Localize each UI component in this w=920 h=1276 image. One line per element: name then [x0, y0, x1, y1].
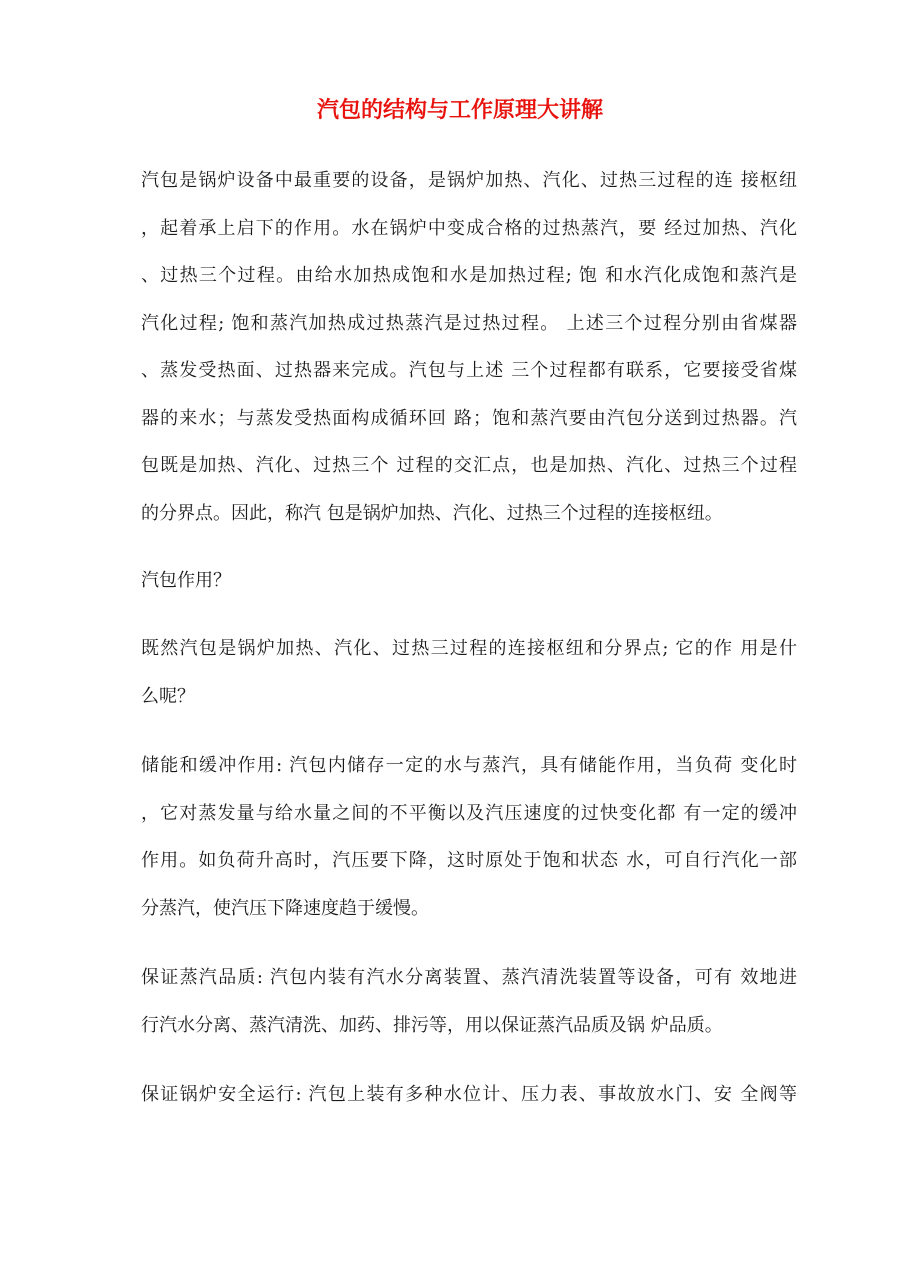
text-line: ，起着承上启下的作用。水在锅炉中变成合格的过热蒸汽，要 经过加热、汽化 — [141, 217, 797, 239]
text-line: 保证蒸汽品质: 汽包内装有汽水分离装置、蒸汽清洗装置等设备，可有 效地进 — [141, 967, 797, 988]
paragraph-question — [141, 557, 797, 605]
document-title: 汽包的结构与工作原理大讲解 — [316, 98, 603, 123]
text-line: 分蒸汽，使汽压下降速度趋于缓慢。 — [141, 897, 429, 919]
text-line: 么呢？ — [141, 685, 195, 707]
text-line: 器的来水；与蒸发受热面构成循环回 路；饱和蒸汽要由汽包分送到过热器。汽 — [141, 407, 797, 429]
paragraph-steam-quality — [141, 954, 797, 1049]
text-line: 汽包是锅炉设备中最重要的设备，是锅炉加热、汽化、过热三过程的连 接枢纽 — [141, 170, 797, 191]
text-line: 储能和缓冲作用: 汽包内储存一定的水与蒸汽，具有储能作用，当负荷 变化时 — [141, 755, 797, 776]
text-line: 的分界点。因此，称汽 包是锅炉加热、汽化、过热三个过程的连接枢纽。 — [141, 502, 723, 524]
paragraph-safe-operation — [141, 1071, 797, 1119]
text-line: 保证锅炉安全运行: 汽包上装有多种水位计、压力表、事故放水门、安 全阀等 — [141, 1084, 797, 1105]
paragraph-role-intro — [141, 625, 797, 720]
text-line: 汽包作用？ — [141, 570, 231, 591]
paragraph-energy-storage — [141, 742, 797, 932]
text-line: ，它对蒸发量与给水量之间的不平衡以及汽压速度的过快变化都 有一定的缓冲 — [141, 802, 797, 824]
text-line: 既然汽包是锅炉加热、汽化、过热三过程的连接枢纽和分界点; 它的作 用是什 — [141, 638, 797, 659]
text-line: 包既是加热、汽化、过热三个 过程的交汇点，也是加热、汽化、过热三个过程 — [141, 455, 797, 476]
text-line: 作用。如负荷升高时，汽压要下降，这时原处于饱和状态 水，可自行汽化一部 — [141, 850, 797, 871]
text-line: 、蒸发受热面、过热器来完成。汽包与上述 三个过程都有联系，它要接受省煤 — [141, 360, 797, 381]
text-line: 行汽水分离、蒸汽清洗、加药、排污等，用以保证蒸汽品质及锅 炉品质。 — [141, 1014, 723, 1036]
paragraph-intro — [141, 157, 797, 537]
text-line: 、过热三个过程。由给水加热成饱和水是加热过程; 饱 和水汽化成饱和蒸汽是 — [141, 265, 797, 286]
text-line: 汽化过程; 饱和蒸汽加热成过热蒸汽是过热过程。 上述三个过程分别由省煤器 — [141, 312, 797, 334]
